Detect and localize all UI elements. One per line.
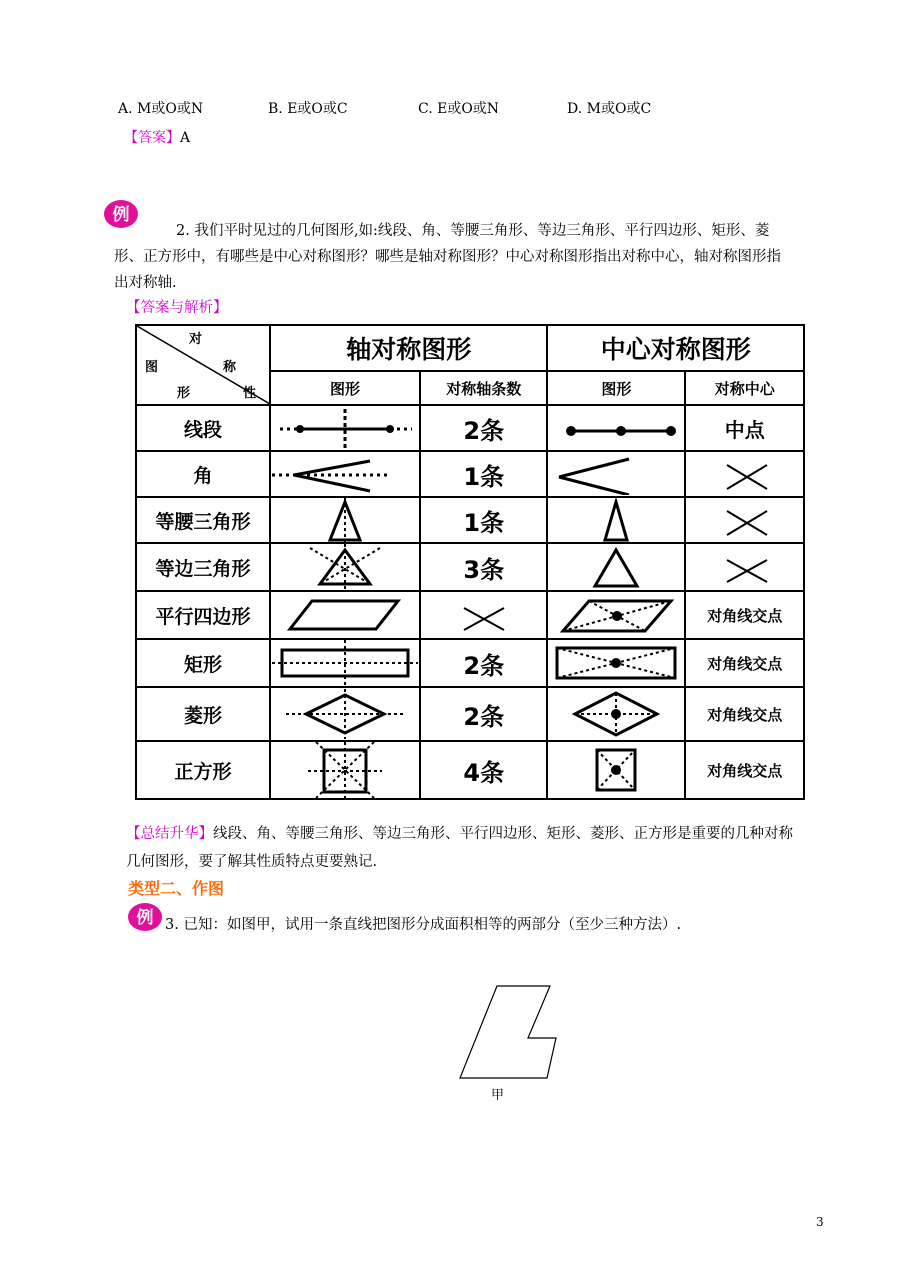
equilateral-central-cell xyxy=(547,543,685,591)
angle-central-figure xyxy=(549,453,683,495)
svg-text:例: 例 xyxy=(136,908,154,928)
center-text: 对角线交点 xyxy=(685,741,804,799)
angle-central-cell xyxy=(547,451,685,497)
parallelogram-central-cell xyxy=(547,591,685,639)
option-d: D. M或O或C xyxy=(567,101,652,117)
axis-count: 1条 xyxy=(420,497,547,543)
axis-count: 4条 xyxy=(420,741,547,799)
corner-top: 对 xyxy=(189,332,203,347)
answer2-label: 【答案与解析】 xyxy=(126,300,228,316)
header-central: 中心对称图形 xyxy=(547,325,804,371)
axis-count: 2条 xyxy=(420,639,547,687)
center-text: 对角线交点 xyxy=(685,591,804,639)
center-text: 对角线交点 xyxy=(685,687,804,741)
table-row xyxy=(136,497,804,543)
cross-icon xyxy=(715,453,775,495)
segment-central-figure xyxy=(549,407,683,449)
square-axial-figure xyxy=(272,742,418,798)
subheader-figure2: 图形 xyxy=(547,371,685,405)
isosceles-axial-cell xyxy=(270,497,420,543)
row-name: 等腰三角形 xyxy=(136,497,270,543)
row-name: 正方形 xyxy=(136,741,270,799)
no-center-cell xyxy=(685,451,804,497)
equilateral-axial-figure xyxy=(272,544,418,590)
parallelogram-central-figure xyxy=(549,593,683,637)
option-b: B. E或O或C xyxy=(268,101,348,117)
header-axial: 轴对称图形 xyxy=(270,325,547,371)
rhombus-axial-figure xyxy=(272,689,418,739)
table-row xyxy=(136,591,804,639)
rhombus-axial-cell xyxy=(270,687,420,741)
rectangle-central-figure xyxy=(549,640,683,686)
isosceles-central-figure xyxy=(549,498,683,542)
page-number: 3 xyxy=(816,1215,824,1229)
svg-text:例: 例 xyxy=(112,205,130,225)
equilateral-axial-cell xyxy=(270,543,420,591)
square-central-cell xyxy=(547,741,685,799)
table-row xyxy=(136,451,804,497)
segment-axial-figure xyxy=(272,407,418,449)
center-text: 对角线交点 xyxy=(685,639,804,687)
corner-bottom-left: 形 xyxy=(177,386,191,401)
no-center-cell xyxy=(685,543,804,591)
axis-count: 1条 xyxy=(420,451,547,497)
example-badge-icon xyxy=(127,902,163,932)
subheader-center: 对称中心 xyxy=(685,371,804,405)
cross-icon xyxy=(454,594,514,636)
corner-mid-left: 图 xyxy=(145,360,159,375)
angle-axial-figure xyxy=(272,453,418,495)
parallelogram-axial-figure xyxy=(272,593,418,637)
cross-icon xyxy=(715,546,775,588)
symmetry-table xyxy=(135,324,805,800)
answer-label: 【答案】 xyxy=(124,130,180,146)
subheader-figure: 图形 xyxy=(270,371,420,405)
row-name: 角 xyxy=(136,451,270,497)
no-axis-cell xyxy=(420,591,547,639)
table-row xyxy=(136,543,804,591)
segment-axial-cell xyxy=(270,405,420,451)
rectangle-axial-figure xyxy=(272,640,418,686)
center-text: 中点 xyxy=(685,405,804,451)
answer-value: A xyxy=(180,130,191,146)
isosceles-axial-figure xyxy=(272,498,418,542)
row-name: 线段 xyxy=(136,405,270,451)
parallelogram-axial-cell xyxy=(270,591,420,639)
option-c: C. E或O或N xyxy=(418,101,500,117)
example3-text: 3. 已知：如图甲，试用一条直线把图形分成面积相等的两部分（至少三种方法）. xyxy=(165,917,682,933)
corner-cell xyxy=(136,325,270,405)
figure-caption: 甲 xyxy=(491,1088,505,1103)
row-name: 等边三角形 xyxy=(136,543,270,591)
row-name: 菱形 xyxy=(136,687,270,741)
section-heading: 类型二、作图 xyxy=(128,879,225,898)
l-shape-figure xyxy=(455,983,563,1083)
row-name: 矩形 xyxy=(136,639,270,687)
option-a: A. M或O或N xyxy=(118,101,204,117)
subheader-axis-count: 对称轴条数 xyxy=(420,371,547,405)
rhombus-central-cell xyxy=(547,687,685,741)
axis-count: 2条 xyxy=(420,405,547,451)
table-row xyxy=(136,741,804,799)
isosceles-central-cell xyxy=(547,497,685,543)
answer-line xyxy=(124,127,190,147)
example2-text: 2. 我们平时见过的几何图形,如:线段、角、等腰三角形、等边三角形、平行四边形、矩形、菱形、正方形中，有哪些是中心对称图形？哪些是轴对称图形？中心对称图形指出对称中心，轴对称图形指出对称轴. xyxy=(114,223,781,291)
no-center-cell xyxy=(685,497,804,543)
corner-bottom-right: 性 xyxy=(243,386,257,401)
angle-axial-cell xyxy=(270,451,420,497)
rectangle-axial-cell xyxy=(270,639,420,687)
rhombus-central-figure xyxy=(549,689,683,739)
table-row xyxy=(136,405,804,451)
square-central-figure xyxy=(549,742,683,798)
table-row xyxy=(136,639,804,687)
summary-text: 线段、角、等腰三角形、等边三角形、平行四边形、矩形、菱形、正方形是重要的几种对称几何图形，要了解其性质特点更要熟记. xyxy=(126,826,793,870)
segment-central-cell xyxy=(547,405,685,451)
axis-count: 2条 xyxy=(420,687,547,741)
summary-paragraph xyxy=(126,820,806,876)
corner-mid-right: 称 xyxy=(223,360,237,375)
square-axial-cell xyxy=(270,741,420,799)
equilateral-central-figure xyxy=(549,544,683,590)
axis-count: 3条 xyxy=(420,543,547,591)
cross-icon xyxy=(715,499,775,541)
summary-tag: 【总结升华】 xyxy=(126,826,213,842)
table-row xyxy=(136,687,804,741)
row-name: 平行四边形 xyxy=(136,591,270,639)
rectangle-central-cell xyxy=(547,639,685,687)
